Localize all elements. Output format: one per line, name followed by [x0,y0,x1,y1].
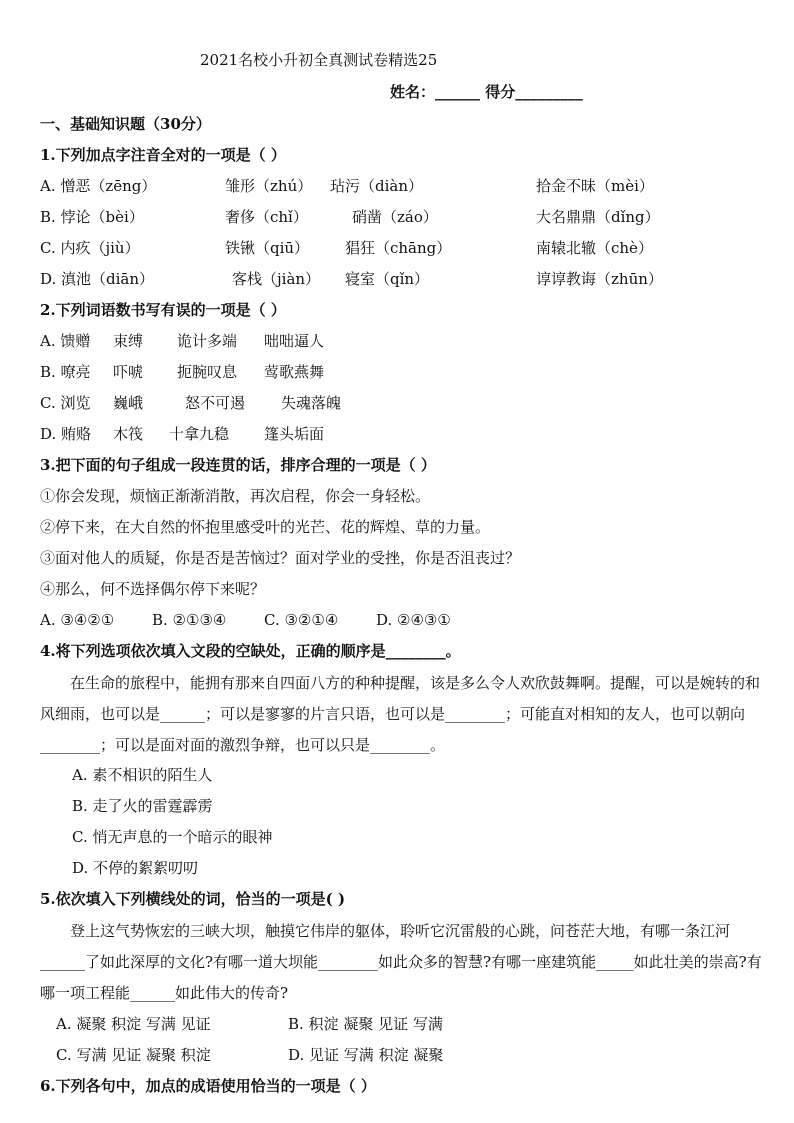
q1-option-d-word4: 谆谆教诲（zhūn） [536,270,663,288]
question-3-stem: 3.把下面的句子组成一段连贯的话，排序合理的一项是（ ） [40,456,436,474]
q3-sentence-2: ②停下来，在大自然的怀抱里感受叶的光芒、花的辉煌、草的力量。 [40,518,491,536]
q1-option-b-word2: 奢侈（chǐ） [225,208,308,226]
q2-option-a-word4: 咄咄逼人 [264,332,325,350]
q1-option-c-word2: 铁锹（qiū） [225,239,310,257]
q2-option-c-word4: 失魂落魄 [281,394,342,412]
q1-option-a-word2: 雏形（zhú） [225,177,313,195]
q2-option-b-word1: B. 嘹亮 [40,363,91,381]
q5-option-b: B. 积淀 凝聚 见证 写满 [288,1015,443,1033]
q1-option-c-word1: C. 内疚（jiù） [40,239,140,257]
q2-option-a-word2: 束缚 [113,332,144,350]
q4-option-b: B. 走了火的雷霆霹雳 [72,797,213,815]
q5-option-a: A. 凝聚 积淀 写满 见证 [56,1015,211,1033]
q2-option-d-word2: 木筏 [113,425,144,443]
question-6-stem: 6.下列各句中，加点的成语使用恰当的一项是（ ） [40,1077,376,1095]
q2-option-d-word1: D. 贿赂 [40,425,92,443]
q3-option-c: C. ③②①④ [264,611,339,629]
q3-option-a: A. ③④②① [40,611,115,629]
q4-option-c: C. 悄无声息的一个暗示的眼神 [72,828,273,846]
q1-option-c-word4: 南辕北辙（chè） [536,239,653,257]
q4-passage: 在生命的旅程中，能拥有那来自四面八方的种种提醒，该是多么令人欢欣鼓舞啊。提醒，可以是婉转的和风细雨，也可以是______；可以是寥寥的片言只语，也可以是________；可能直对相知的友人，也可以朝向________；可以是面对面的激烈争辩，也可以只是________。 [40,674,761,754]
q3-sentence-4: ④那么，何不选择偶尔停下来呢？ [40,580,266,598]
q1-option-a-word1: A. 憎恶（zēng） [40,177,157,195]
q1-option-d-word3: 寝室（qǐn） [345,270,430,288]
q2-option-c-word2: 巍峨 [113,394,144,412]
q4-option-a: A. 素不相识的陌生人 [72,766,213,784]
q2-option-a-word3: 诡计多端 [177,332,238,350]
question-5-stem: 5.依次填入下列横线处的词，恰当的一项是( ) [40,890,346,908]
q2-option-b-word4: 莺歌燕舞 [264,363,325,381]
q2-option-a-word1: A. 馈赠 [40,332,91,350]
q5-passage: 登上这气势恢宏的三峡大坝，触摸它伟岸的躯体，聆听它沉雷般的心跳，问苍茫大地，有哪一条江河______了如此深厚的文化?有哪一道大坝能________如此众多的智慧?有哪一座建筑能_____如此壮美的崇高?有哪一项工程能______如此伟大的传奇? [40,922,762,1002]
name-score-line: 姓名：______ 得分_________ [390,83,583,101]
q1-option-a-word4: 拾金不昧（mèi） [536,177,654,195]
q2-option-d-word4: 篷头垢面 [264,425,325,443]
q1-option-c-word3: 猖狂（chāng） [345,239,452,257]
q3-option-d: D. ②④③① [376,611,451,629]
section-heading: 一、基础知识题（30分） [40,115,211,133]
q5-option-c: C. 写满 见证 凝聚 积淀 [56,1046,211,1064]
q3-sentence-1: ①你会发现，烦恼正渐渐消散，再次启程，你会一身轻松。 [40,487,431,505]
q1-option-a-word3: 玷污（diàn） [330,177,424,195]
q2-option-b-word3: 扼腕叹息 [177,363,238,381]
q3-option-b: B. ②①③④ [152,611,227,629]
q2-option-c-word3: 怒不可遏 [185,394,246,412]
question-4-stem: 4.将下列选项依次填入文段的空缺处，正确的顺序是________。 [40,642,461,660]
q1-option-b-word1: B. 悖论（bèi） [40,208,144,226]
q1-option-b-word4: 大名鼎鼎（dǐng） [536,208,660,226]
q5-option-d: D. 见证 写满 积淀 凝聚 [288,1046,444,1064]
q2-option-c-word1: C. 浏览 [40,394,91,412]
question-1-stem: 1.下列加点字注音全对的一项是（ ） [40,146,286,164]
question-2-stem: 2.下列词语数书写有误的一项是（ ） [40,301,286,319]
exam-title: 2021名校小升初全真测试卷精选25 [200,51,438,69]
q4-option-d: D. 不停的絮絮叨叨 [72,859,199,877]
q2-option-b-word2: 吓唬 [113,363,144,381]
q2-option-d-word3: 十拿九稳 [169,425,230,443]
q1-option-d-word2: 客栈（jiàn） [232,270,321,288]
q3-sentence-3: ③面对他人的质疑，你是否是苦恼过？面对学业的受挫，你是否沮丧过？ [40,549,521,567]
q1-option-b-word3: 硝凿（záo） [352,208,438,226]
q1-option-d-word1: D. 滇池（diān） [40,270,155,288]
